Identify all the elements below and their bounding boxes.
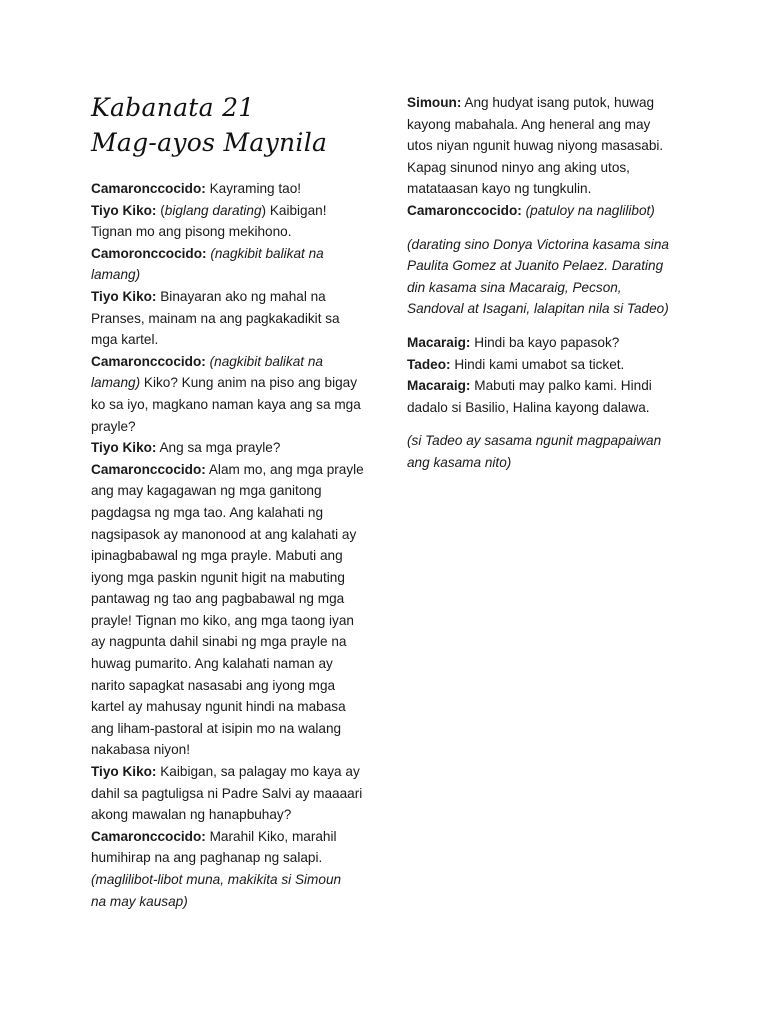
dialogue-text: Mabuti may palko kami. Hindi [470,378,652,394]
stage-direction: lamang) [91,267,141,283]
dialogue-text: Hindi kami umabot sa ticket. [450,356,625,372]
dialogue-line [407,354,697,376]
paren-open: ( [156,202,165,218]
speaker-name: Tiyo Kiko: [91,202,157,218]
dialogue-line [91,372,381,394]
dialogue-text: ay nagpunta dahil sinabi ng mga prayle na [91,634,347,650]
dialogue-line [91,459,381,481]
paragraph-gap [407,320,697,332]
dialogue-line [91,826,381,848]
dialogue-text: nakabasa niyon! [91,742,191,758]
dialogue-line [407,332,697,354]
stage-direction: (patuloy na naglilibot) [521,202,655,218]
dialogue-text: huwag pumarito. Ang kalahati naman ay [91,656,333,672]
dialogue-text: iyong mga paskin ngunit higit na mabuting [91,569,345,585]
dialogue-text: nagsipasok ay manonood at ang kalahati ay [91,526,357,542]
dialogue-text: Kaibigan, sa palagay mo kaya ay [156,764,360,780]
dialogue-text: ipinagbabawal ng mga prayle. Mabuti ang [91,548,343,564]
stage-direction: (si Tadeo ay sasama ngunit magpapaiwan [407,433,662,449]
paragraph-gap [407,418,697,430]
dialogue-text: Marahil Kiko, marahil [205,828,337,844]
speaker-name: Camaronccocido: [91,461,206,477]
dialogue-text: kartel ay mahusay ngunit hindi na mabasa [91,699,346,715]
speaker-name: Tiyo Kiko: [91,288,157,304]
stage-direction: din kasama sina Macaraig, Pecson, [407,279,622,295]
chapter-subtitle: Mag-ayos Maynila [91,128,328,157]
left-column-dialogue [91,178,381,912]
speaker-name: Camoronccocido: [91,245,207,261]
dialogue-line [91,286,381,308]
dialogue-text: Tignan mo ang pisong mekihono. [91,224,292,240]
dialogue-text: Ang sa mga prayle? [156,440,281,456]
stage-direction: (nagkibit balikat na [206,245,324,261]
dialogue-text: kayong mabahala. Ang heneral ang may [407,116,651,132]
stage-direction: biglang darating [164,202,262,218]
speaker-name: Macaraig: [407,378,471,394]
stage-direction: (nagkibit balikat na [205,353,323,369]
dialogue-line [91,243,381,265]
paragraph-gap [407,222,697,234]
dialogue-line [407,200,697,222]
speaker-name: Tiyo Kiko: [91,764,157,780]
right-column-dialogue [407,92,697,474]
dialogue-text: ang may kagagawan ng mga ganitong [91,483,322,499]
dialogue-line [91,200,381,222]
stage-direction: (maglilibot-libot muna, makikita si Simoun [91,872,342,887]
chapter-number: Kabanata 21 [91,93,255,122]
speaker-name: Camaronccocido: [91,353,206,369]
dialogue-text: Alam mo, ang mga prayle [205,461,364,477]
dialogue-text: dadalo si Basilio, Halina kayong dalawa. [407,399,650,415]
dialogue-text: Binayaran ako ng mahal na [156,288,326,304]
speaker-name: Tiyo Kiko: [91,440,157,456]
dialogue-text: pantawag ng tao ang pagbabawal ng mga [91,591,345,607]
dialogue-text: akong mawalan ng hanapbuhay? [91,807,292,823]
dialogue-line [91,761,381,783]
speaker-name: Simoun: [407,95,462,110]
speaker-name: Tadeo: [407,356,451,372]
speaker-name: Camaronccocido: [91,828,206,844]
stage-direction: Sandoval at Isagani, lalapitan nila si Tadeo) [407,301,669,317]
dialogue-line [407,92,697,114]
dialogue-text: Pranses, mainam na ang pagkakadikit sa [91,310,340,326]
speaker-name: Camaronccocido: [91,181,206,196]
dialogue-text: Kiko? Kung anim na piso ang bigay [140,375,358,391]
dialogue-line [91,178,381,200]
dialogue-text: Hindi ba kayo papasok? [470,334,620,350]
dialogue-text: mga kartel. [91,332,159,348]
dialogue-text: Kapag sinunod ninyo ang aking utos, [407,159,630,175]
dialogue-text: dahil sa pagtuligsa ni Padre Salvi ay maaaari [91,785,363,801]
dialogue-line [91,351,381,373]
dialogue-text: prayle? [91,418,136,434]
dialogue-text: prayle! Tignan mo kiko, ang mga taong iyan [91,612,354,628]
dialogue-text: matataasan kayo ng tungkulin. [407,181,592,197]
stage-direction: ang kasama nito) [407,454,512,470]
dialogue-text: utos niyan ngunit huwag niyong masasabi. [407,138,664,154]
stage-direction: lamang) [91,375,141,391]
dialogue-text: narito sapagkat nasasabi ang iyong mga [91,677,336,693]
dialogue-line [407,375,697,397]
dialogue-text: Ang hudyat isang putok, huwag [461,95,655,110]
dialogue-text: humihirap na ang paghanap ng salapi. [91,850,323,866]
speaker-name: Camaronccocido: [407,202,522,218]
stage-direction: (darating sino Donya Victorina kasama sina [407,236,669,252]
stage-direction: Paulita Gomez at Juanito Pelaez. Darating [407,258,664,274]
chapter-title [91,90,327,160]
dialogue-text: ang liham-pastoral at isipin mo na walang [91,720,342,736]
dialogue-text: ko sa iyo, magkano naman kaya ang sa mga [91,396,361,412]
dialogue-text: ) Kaibigan! [261,202,327,218]
speaker-name: Macaraig: [407,334,471,350]
stage-direction: na may kausap) [91,893,188,909]
dialogue-text: Kayraming tao! [205,181,302,196]
dialogue-line [91,437,381,459]
dialogue-text: pagdagsa ng mga tao. Ang kalahati ng [91,504,324,520]
